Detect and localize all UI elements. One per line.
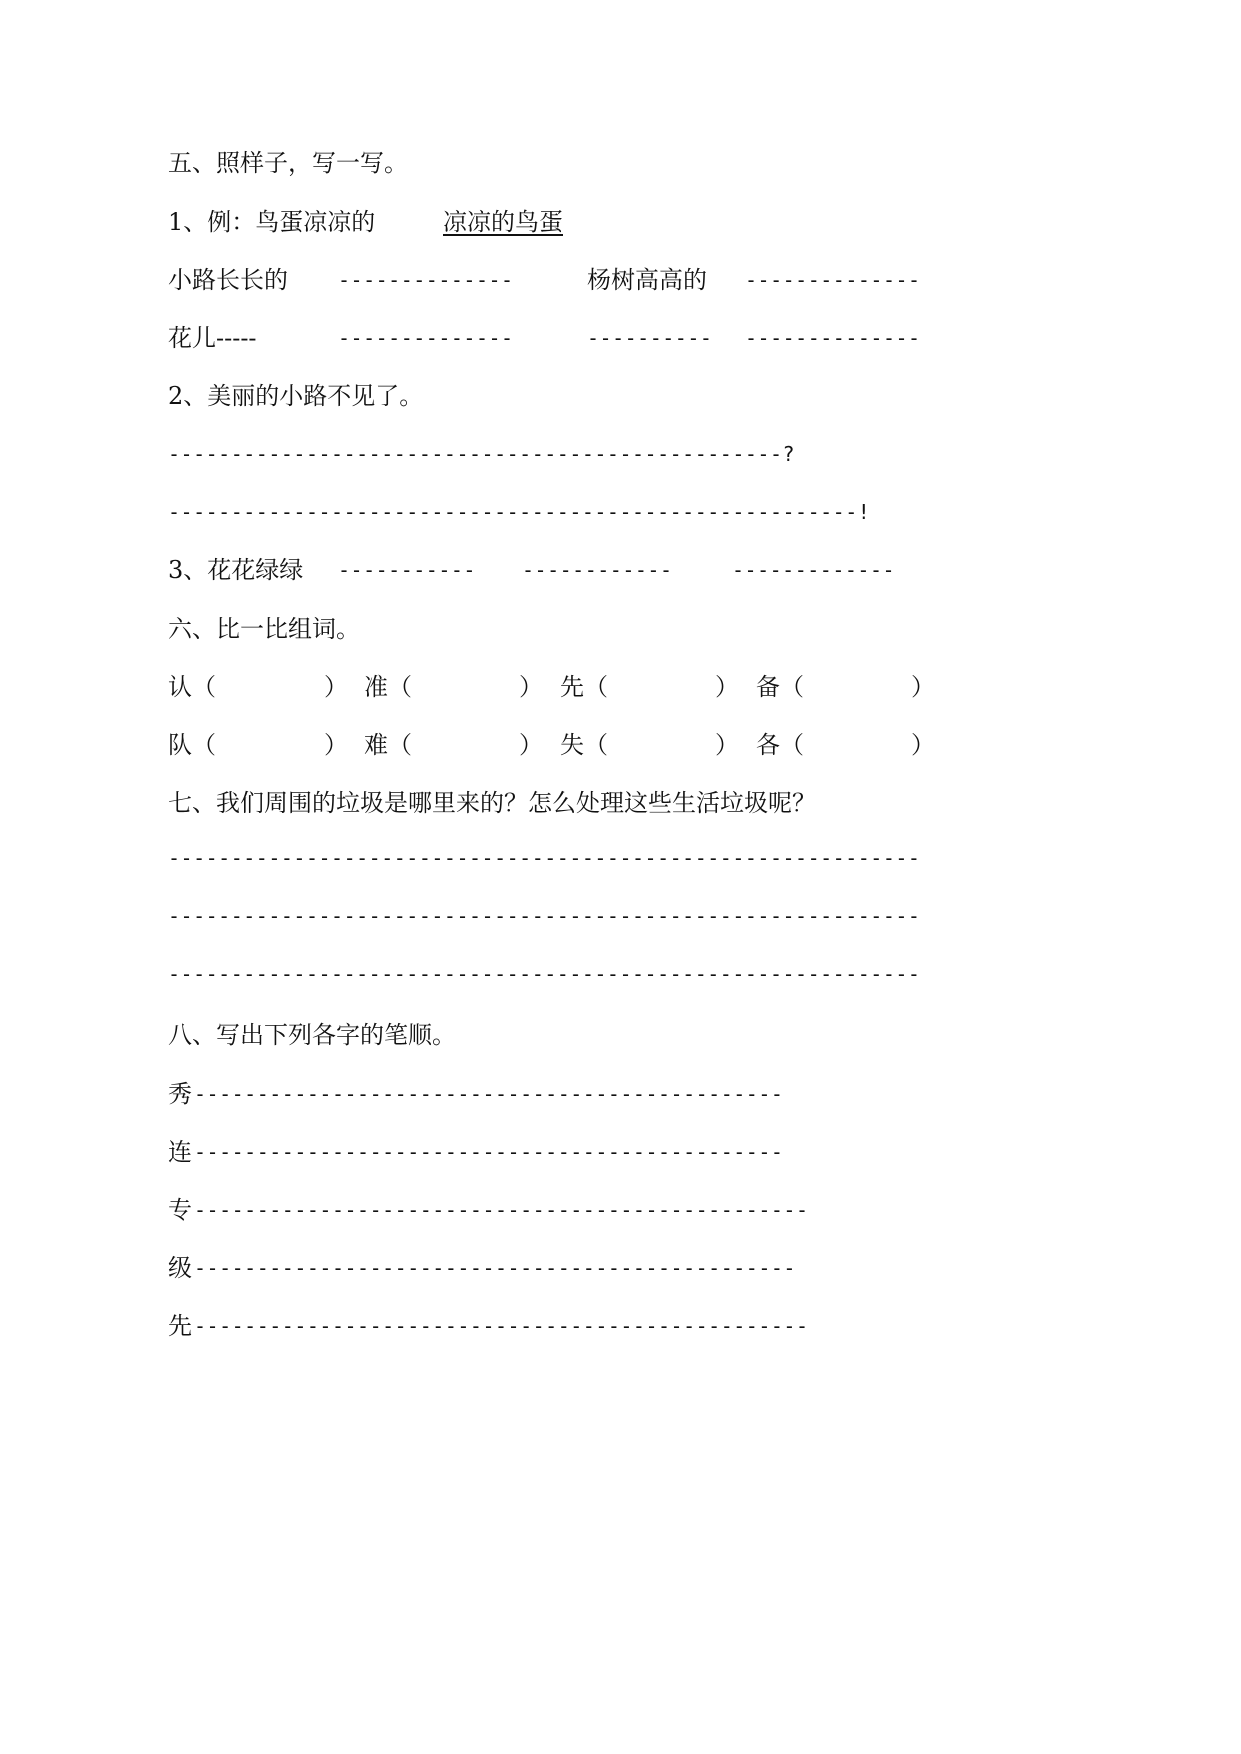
group-close-5: ） — [324, 731, 348, 759]
stroke-blank-lian[interactable]: ----------------------------------------------- — [194, 1140, 784, 1164]
group-char-ren: 认（ — [168, 673, 216, 701]
row1-right-label: 杨树高高的 — [587, 266, 707, 294]
group-close-4: ） — [911, 673, 935, 701]
section-6-heading: 六、比一比组词。 — [168, 615, 360, 643]
stroke-blank-xian[interactable]: ------------------------------------------------- — [194, 1314, 809, 1338]
stroke-char-xian: 先 — [168, 1312, 192, 1340]
q3-blank-3[interactable]: ------------- — [732, 558, 896, 582]
q1-example-answer: 凉凉的鸟蛋 — [443, 208, 563, 236]
stroke-char-ji: 级 — [168, 1254, 192, 1282]
stroke-blank-ji[interactable]: ------------------------------------------------ — [194, 1256, 796, 1280]
stroke-char-zhuan: 专 — [168, 1196, 192, 1224]
stroke-char-xiu: 秀 — [168, 1080, 192, 1108]
stroke-blank-zhuan[interactable]: ------------------------------------------------- — [194, 1198, 809, 1222]
q2-question-line[interactable]: -------------------------------------------------? — [168, 442, 796, 466]
row1-left-blank[interactable]: -------------- — [338, 268, 514, 292]
group-close-8: ） — [911, 731, 935, 759]
group-close-7: ） — [715, 731, 739, 759]
group-char-xian: 先（ — [560, 673, 608, 701]
row2-blank-3[interactable]: -------------- — [745, 326, 921, 350]
answer-line-3[interactable]: ------------------------------------------------------------ — [168, 962, 921, 986]
group-close-3: ） — [715, 673, 739, 701]
q3-blank-2[interactable]: ------------ — [522, 558, 673, 582]
answer-line-2[interactable]: ------------------------------------------------------------ — [168, 904, 921, 928]
q3-label: 3、花花绿绿 — [168, 556, 304, 584]
q3-blank-1[interactable]: ----------- — [338, 558, 476, 582]
section-7-heading: 七、我们周围的垃圾是哪里来的？怎么处理这些生活垃圾呢？ — [168, 789, 816, 817]
group-char-nan: 难（ — [364, 731, 412, 759]
q2-sentence: 2、美丽的小路不见了。 — [168, 382, 424, 410]
group-close-6: ） — [519, 731, 543, 759]
row1-left-label: 小路长长的 — [168, 266, 288, 294]
row1-right-blank[interactable]: -------------- — [745, 268, 921, 292]
group-char-shi: 失（ — [560, 731, 608, 759]
group-char-zhun: 准（ — [364, 673, 412, 701]
group-close-1: ） — [324, 673, 348, 701]
row2-blank-2[interactable]: ---------- — [587, 326, 713, 350]
row2-left-label: 花儿----- — [168, 324, 257, 352]
q1-example-prefix: 1、例：鸟蛋凉凉的 — [168, 208, 376, 236]
answer-line-1[interactable]: ------------------------------------------------------------ — [168, 846, 921, 870]
group-char-ge: 各（ — [756, 731, 804, 759]
row2-blank-1[interactable]: -------------- — [338, 326, 514, 350]
group-char-bei: 备（ — [756, 673, 804, 701]
section-5-heading: 五、照样子，写一写。 — [168, 149, 408, 177]
section-8-heading: 八、写出下列各字的笔顺。 — [168, 1021, 456, 1049]
stroke-char-lian: 连 — [168, 1138, 192, 1166]
q2-exclamation-line[interactable]: -------------------------------------------------------! — [168, 500, 871, 524]
group-char-dui: 队（ — [168, 731, 216, 759]
group-close-2: ） — [519, 673, 543, 701]
stroke-blank-xiu[interactable]: ----------------------------------------------- — [194, 1082, 784, 1106]
